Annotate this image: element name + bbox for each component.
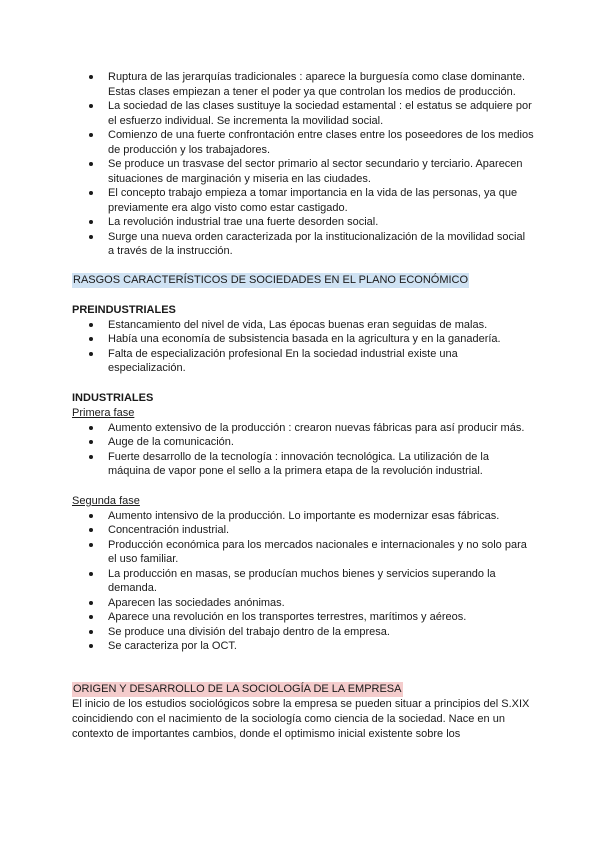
subheading-preindustriales: PREINDUSTRIALES — [72, 303, 176, 316]
list-item: Concentración industrial. — [72, 523, 534, 538]
list-item: Aparecen las sociedades anónimas. — [72, 596, 534, 611]
bullet-icon — [89, 528, 93, 532]
list-item: Producción económica para los mercados nacionales e internacionales y no solo para el uso familiar. — [72, 538, 534, 567]
bullet-icon — [89, 514, 93, 518]
list-item: Había una economía de subsistencia basada en la agricultura y en la ganadería. — [72, 332, 534, 347]
list-item: Se produce un trasvase del sector primario al sector secundario y terciario. Aparecen situaciones de marginación y miseria en las ciudades. — [72, 157, 534, 186]
intro-bullet-list — [72, 70, 534, 259]
bullet-icon — [89, 455, 93, 459]
bullet-icon — [89, 426, 93, 430]
bullet-icon — [89, 601, 93, 605]
list-item: Se produce una división del trabajo dentro de la empresa. — [72, 625, 534, 640]
list-item: Estancamiento del nivel de vida, Las épocas buenas eran seguidas de malas. — [72, 318, 534, 333]
list-item: La revolución industrial trae una fuerte desorden social. — [72, 215, 534, 230]
bullet-icon — [89, 235, 93, 239]
list-item: Fuerte desarrollo de la tecnología : innovación tecnológica. La utilización de la máquina de vapor pone el sello a la primera etapa de la revolución industrial. — [72, 450, 534, 479]
list-item: Aumento intensivo de la producción. Lo importante es modernizar esas fábricas. — [72, 509, 534, 524]
bullet-icon — [89, 162, 93, 166]
section-heading-origen: ORIGEN Y DESARROLLO DE LA SOCIOLOGÍA DE LA EMPRESA — [73, 682, 402, 695]
list-item: Falta de especialización profesional En la sociedad industrial existe una especialización. — [72, 347, 534, 376]
bullet-icon — [89, 323, 93, 327]
list-item: Comienzo de una fuerte confrontación entre clases entre los poseedores de los medios de producción y los trabajadores. — [72, 128, 534, 157]
list-item: Se caracteriza por la OCT. — [72, 639, 534, 654]
bullet-icon — [89, 630, 93, 634]
origen-paragraph: El inicio de los estudios sociológicos sobre la empresa se pueden situar a principios del S.XIX coincidiendo con el nacimiento de la sociología como ciencia de la sociedad. Nace en un contexto de importantes cambios, donde el optimismo inicial existente sobre los — [72, 697, 530, 740]
list-item: La sociedad de las clases sustituye la sociedad estamental : el estatus se adquiere por el esfuerzo individual. Se incrementa la movilidad social. — [72, 99, 534, 128]
bullet-icon — [89, 220, 93, 224]
list-item: Auge de la comunicación. — [72, 435, 534, 450]
bullet-icon — [89, 615, 93, 619]
preindustriales-bullet-list — [72, 318, 534, 376]
bullet-icon — [89, 572, 93, 576]
bullet-icon — [89, 644, 93, 648]
subheading-segunda-fase: Segunda fase — [72, 494, 140, 507]
bullet-icon — [89, 104, 93, 108]
bullet-icon — [89, 543, 93, 547]
bullet-icon — [89, 337, 93, 341]
bullet-icon — [89, 191, 93, 195]
bullet-icon — [89, 440, 93, 444]
list-item: Aumento extensivo de la producción : crearon nuevas fábricas para así producir más. — [72, 421, 534, 436]
document-content — [72, 70, 534, 742]
list-item: Surge una nueva orden caracterizada por la institucionalización de la movilidad social a través de la instrucción. — [72, 230, 534, 259]
segunda-fase-bullet-list — [72, 509, 534, 654]
primera-fase-bullet-list — [72, 421, 534, 479]
subheading-industriales: INDUSTRIALES — [72, 391, 154, 404]
list-item: El concepto trabajo empieza a tomar importancia en la vida de las personas, ya que previamente era algo visto como estar castigado. — [72, 186, 534, 215]
section-heading-rasgos: RASGOS CARACTERÍSTICOS DE SOCIEDADES EN EL PLANO ECONÓMICO — [73, 273, 469, 286]
subheading-primera-fase: Primera fase — [72, 406, 135, 419]
list-item: La producción en masas, se producían muchos bienes y servicios superando la demanda. — [72, 567, 534, 596]
list-item: Aparece una revolución en los transportes terrestres, marítimos y aéreos. — [72, 610, 534, 625]
bullet-icon — [89, 352, 93, 356]
list-item: Ruptura de las jerarquías tradicionales : aparece la burguesía como clase dominante. Estas clases empiezan a tener el poder ya que controlan los medios de producción. — [72, 70, 534, 99]
bullet-icon — [89, 133, 93, 137]
bullet-icon — [89, 75, 93, 79]
